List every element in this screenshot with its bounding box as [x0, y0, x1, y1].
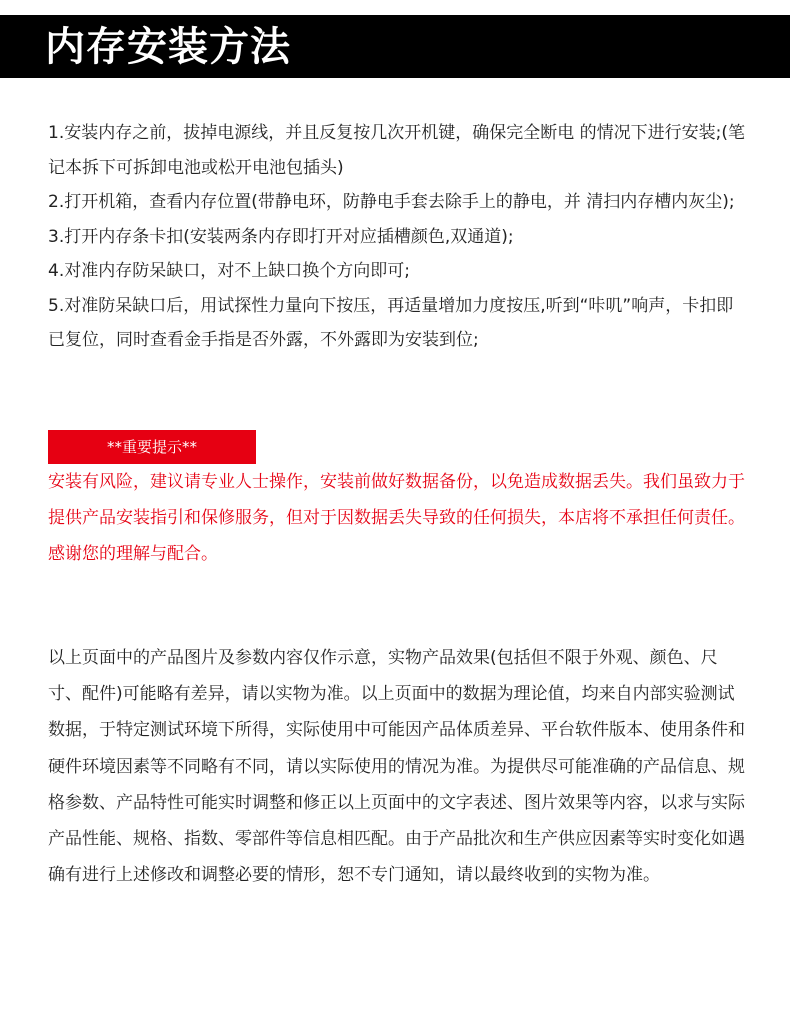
step-item-3: 3.打开内存条卡扣(安装两条内存即打开对应插槽颜色,双通道);: [48, 226, 514, 247]
step-item-5: 5.对准防呆缺口后，用试探性力量向下按压，再适量增加力度按压,听到“咔叽”响声，卡扣即已复位，同时查看金手指是否外露，不外露即为安装到位;: [48, 295, 734, 350]
installation-steps-list: [48, 116, 748, 358]
important-notice-badge: **重要提示**: [48, 430, 256, 464]
risk-warning-text: 安装有风险，建议请专业人士操作，安装前做好数据备份，以免造成数据丢失。我们虽致力于提供产品安装指引和保修服务，但对于因数据丢失导致的任何损失，本店将不承担任何责任。感谢您的理解与配合。: [48, 472, 745, 564]
page-title: 内存安装方法: [45, 24, 291, 70]
step-item-1: 1.安装内存之前，拔掉电源线，并且反复按几次开机键，确保完全断电 的情况下进行安装;(笔记本拆下可拆卸电池或松开电池包插头): [48, 123, 745, 178]
step-item-2: 2.打开机箱，查看内存位置(带静电环，防静电手套去除手上的静电，并 清扫内存槽内灰尘);: [48, 192, 735, 212]
step-item-4: 4.对准内存防呆缺口，对不上缺口换个方向即可;: [48, 261, 410, 281]
product-disclaimer-text: 以上页面中的产品图片及参数内容仅作示意，实物产品效果(包括但不限于外观、颜色、尺寸、配件)可能略有差异，请以实物为准。以上页面中的数据为理论值，均来自内部实验测试数据，于特定测试环境下所得，实际使用中可能因产品体质差异、平台软件版本、使用条件和硬件环境因素等不同略有不同，请以实际使用的情况为准。为提供尽可能准确的产品信息、规格参数、产品特性可能实时调整和修正以上页面中的文字表述、图片效果等内容，以求与实际产品性能、规格、指数、零部件等信息相匹配。由于产品批次和生产供应因素等实时变化如遇确有进行上述修改和调整必要的情形，恕不专门通知，请以最终收到的实物为准。: [48, 648, 745, 886]
title-banner: [0, 15, 790, 78]
